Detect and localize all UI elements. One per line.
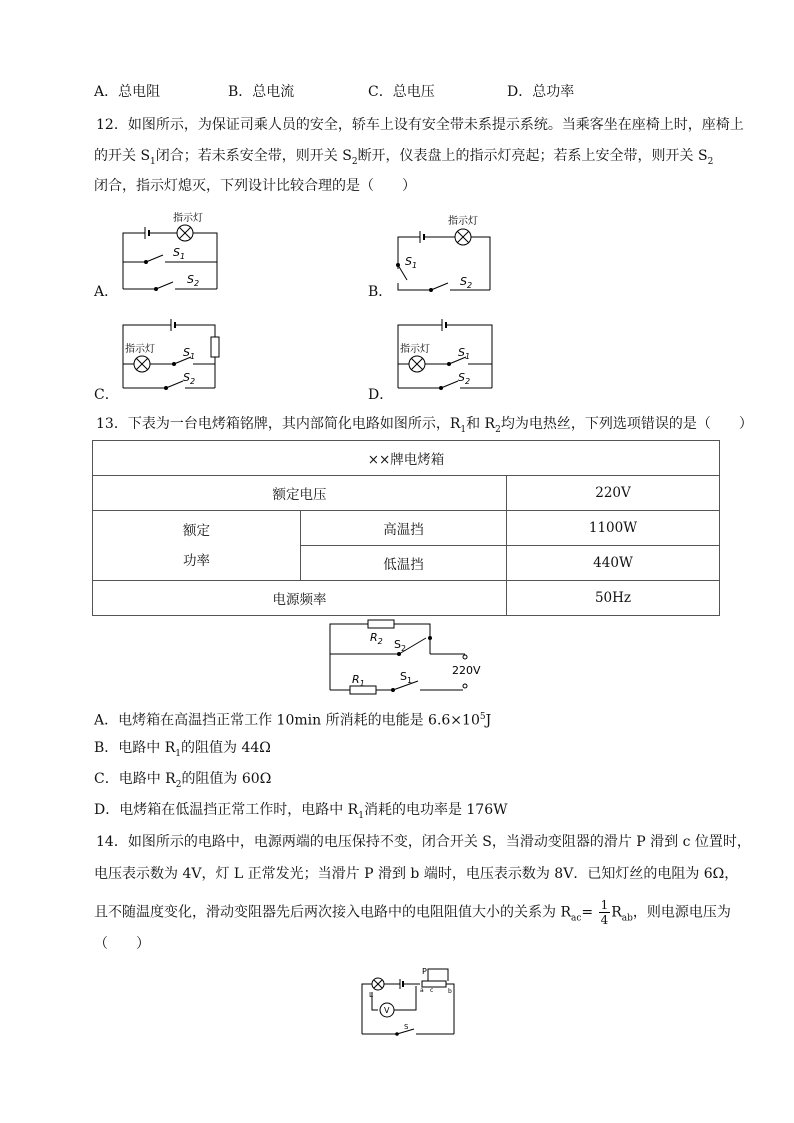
q12-stem-line3: 闭合，指示灯熄灭，下列设计比较合理的是（ ）	[94, 178, 416, 194]
q13-text: 消耗的电功率是 176W	[363, 802, 508, 818]
q14-sub: ab	[621, 913, 633, 924]
q13-text: 的阻值为 60Ω	[181, 771, 272, 787]
q14-text: ，则电源电压为	[632, 904, 731, 921]
q12-text: 闭合；若未系安全带，则开关 S	[155, 148, 352, 164]
lamp-label: 指示灯	[173, 213, 203, 224]
s1-label: $S_1$	[400, 670, 413, 685]
q12-text: 断开，仪表盘上的指示灯亮起；若系上安全带，则开关 S	[357, 148, 708, 164]
rated-voltage-value: 220V	[507, 476, 720, 511]
q11-option-c: C．总电压	[368, 84, 435, 100]
terminal-icon	[463, 684, 467, 688]
switch-s2-icon	[156, 282, 173, 289]
s1-label: $S_1$	[405, 255, 418, 270]
s1-label: $S_1$	[458, 346, 471, 361]
table-title: ××牌电烤箱	[93, 441, 720, 476]
q11-option-b: B．总电流	[228, 84, 295, 100]
resistor-r2-icon	[368, 620, 394, 628]
q13-option-c	[94, 769, 724, 795]
rated-power-label-1: 额定	[183, 522, 210, 539]
switch-s2-icon	[441, 381, 458, 388]
q12-stem-line2	[94, 146, 724, 172]
q14-circuit	[356, 962, 466, 1042]
q14-stem-line1: 14．如图所示的电路中，电源两端的电压保持不变，闭合开关 S，当滑动变阻器的滑片 P 滑到 c 位置时，	[96, 834, 751, 850]
q14-text: 且不随温度变化，滑动变阻器先后两次接入电路中的电阻阻值大小的关系为 R	[94, 904, 571, 921]
q13-option-b	[94, 738, 724, 764]
q12-option-c-letter: C．	[94, 387, 119, 403]
s2-label: $S_2$	[460, 275, 473, 290]
q13-sub: 1	[358, 810, 364, 821]
q12-circuit-c	[115, 310, 235, 395]
q12-circuit-d	[390, 310, 500, 395]
v-label: V	[384, 1006, 390, 1015]
rated-voltage-label: 额定电压	[93, 476, 507, 511]
oven-nameplate-table	[92, 440, 720, 616]
r1-label: $R_1$	[352, 673, 365, 688]
low-temp-value: 440W	[507, 546, 720, 581]
q12-option-d-letter: D．	[368, 387, 394, 403]
q13-circuit	[322, 614, 492, 698]
switch-s2-icon	[166, 381, 183, 388]
fraction-numerator: 1	[600, 898, 609, 912]
q14-stem-line3	[94, 898, 731, 928]
q13-text: B．电路中 R	[94, 740, 176, 756]
high-temp-label: 高温挡	[301, 511, 507, 546]
q13-text: A．电烤箱在高温挡正常工作 10min 所消耗的电能是 6.6×10	[94, 712, 480, 729]
rated-power-label-2: 功率	[183, 552, 210, 569]
low-temp-label: 低温挡	[301, 546, 507, 581]
q12-sub: 1	[150, 156, 156, 167]
q13-sub: 2	[175, 779, 182, 790]
r2-label: $R_2$	[370, 631, 383, 646]
lamp-label: 指示灯	[448, 216, 478, 227]
q13-sub: 1	[175, 748, 182, 759]
q13-sub: 1	[460, 424, 467, 435]
q13-option-d	[94, 800, 724, 826]
q13-text: J	[485, 712, 492, 729]
q13-text: D．电烤箱在低温挡正常工作时，电路中 R	[94, 802, 359, 818]
frequency-label: 电源频率	[93, 581, 507, 616]
q12-option-a-letter: A．	[94, 284, 119, 300]
fraction	[599, 898, 611, 927]
q13-text: C．电路中 R	[94, 771, 176, 787]
q13-sup: 5	[479, 712, 486, 722]
q12-text: 的开关 S	[94, 148, 151, 164]
terminal-icon	[463, 655, 467, 659]
q14-stem-line4: （ ）	[94, 936, 150, 952]
a-label: a	[420, 987, 424, 994]
q13-text: 13．下表为一台电烤箱铭牌，其内部简化电路如图所示，R	[96, 416, 461, 432]
q13-stem	[96, 414, 753, 440]
s2-label: $S_2$	[458, 371, 471, 386]
q12-stem-line1: 12．如图所示，为保证司乘人员的安全，轿车上设有安全带未系提示系统。当乘客坐在座椅上时，座椅上	[96, 117, 744, 133]
switch-s1-icon	[146, 255, 163, 262]
s2-label: $S_2$	[394, 638, 407, 653]
switch-s2-icon	[431, 283, 448, 290]
q13-option-a	[94, 707, 724, 731]
lamp-label: 指示灯	[125, 344, 155, 355]
s1-label: $S_1$	[173, 246, 186, 261]
s1-label: $S_1$	[183, 346, 196, 361]
q11-option-d: D．总功率	[507, 84, 575, 100]
lamp-label: 指示灯	[400, 344, 430, 355]
q13-text: 均为电热丝，下列选项错误的是（ ）	[500, 416, 753, 432]
fraction-denominator: 4	[600, 913, 609, 927]
s-label: S	[404, 1023, 409, 1031]
q13-text: 和 R	[466, 416, 496, 432]
s2-label: $S_2$	[183, 371, 196, 386]
rated-power-label	[93, 511, 301, 581]
q12-circuit-b	[390, 205, 500, 295]
q14-stem-line2: 电压表示数为 4V，灯 L 正常发光；当滑片 P 滑到 b 端时，电压表示数为 8V．已知灯丝的电阻为 6Ω，	[94, 866, 739, 882]
rheostat-icon	[422, 981, 446, 987]
c-label: c	[430, 987, 434, 994]
voltage-label: 220V	[452, 664, 481, 677]
q13-sub: 2	[495, 424, 501, 435]
high-temp-value: 1100W	[507, 511, 720, 546]
b-label: b	[448, 988, 452, 995]
q14-text: =	[581, 904, 594, 921]
resistor-icon	[211, 337, 219, 357]
q14-text: R	[611, 904, 622, 921]
l-label: L	[369, 991, 373, 999]
q11-option-a: A．总电阻	[94, 84, 161, 100]
q13-text: 的阻值为 44Ω	[181, 740, 271, 756]
s2-label: $S_2$	[187, 273, 200, 288]
frequency-value: 50Hz	[507, 581, 720, 616]
q12-sub: 2	[351, 156, 358, 167]
p-label: P	[422, 967, 427, 976]
q14-sub: ac	[571, 913, 582, 924]
q12-option-b-letter: B．	[368, 284, 393, 300]
q12-sub: 2	[707, 156, 714, 167]
q12-circuit-a	[115, 205, 225, 295]
